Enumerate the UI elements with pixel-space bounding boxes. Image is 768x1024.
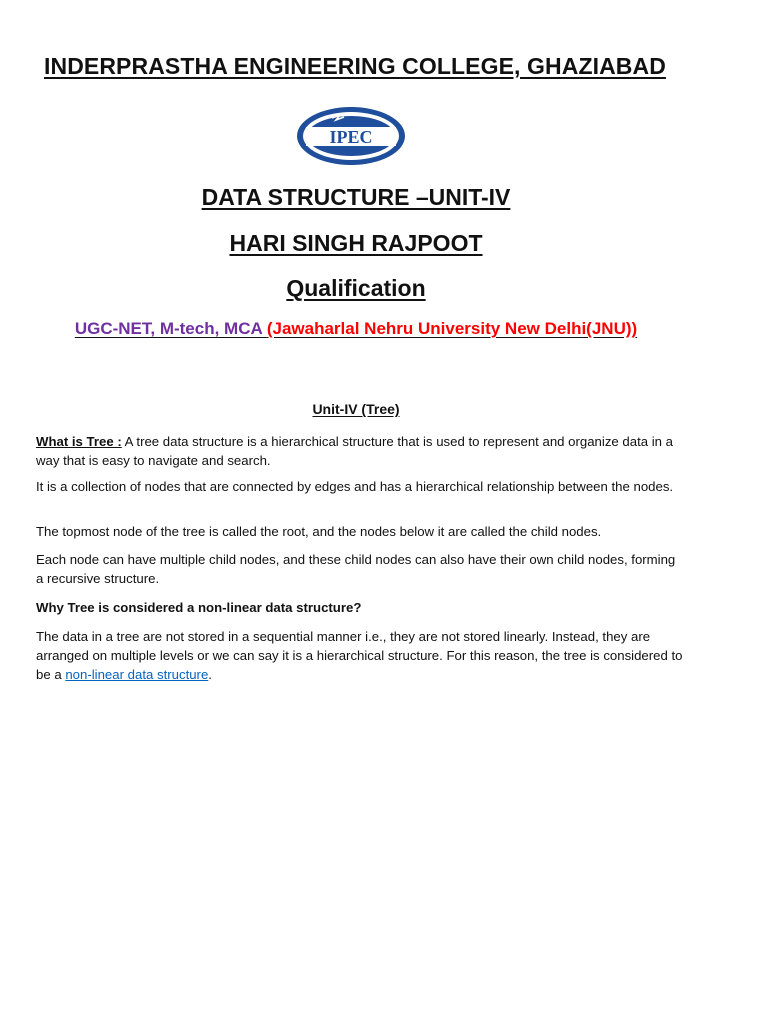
college-logo <box>296 106 406 166</box>
paragraph-non-linear-text: The data in a tree are not stored in a sequential manner i.e., they are not stored linearly. Instead, they are arranged on multiple levels or we can say it is a hierarchical structure. For this reason, the tree is considered to be a <box>36 629 683 682</box>
paragraph-non-linear-end: . <box>208 667 212 682</box>
college-name: INDERPRASTHA ENGINEERING COLLEGE, GHAZIABAD <box>44 53 666 79</box>
non-linear-data-structure-link[interactable]: non-linear data structure <box>65 667 209 682</box>
qualification-heading: Qualification <box>286 275 426 301</box>
qualification-university: (Jawaharlal Nehru University New Delhi(JNU)) <box>266 319 638 338</box>
paragraph-non-linear <box>36 627 686 684</box>
question-heading: Why Tree is considered a non-linear data structure? <box>36 600 362 615</box>
what-is-tree-text: A tree data structure is a hierarchical structure that is used to represent and organize data in a way that is easy to navigate and search. <box>36 434 674 468</box>
subject-title: DATA STRUCTURE –UNIT-IV <box>201 184 511 210</box>
qualification-degrees: UGC-NET, M-tech, MCA <box>74 319 267 338</box>
paragraph-root: The topmost node of the tree is called the root, and the nodes below it are called the child nodes. <box>36 524 602 539</box>
qualification-line <box>0 319 712 339</box>
author-name: HARI SINGH RAJPOOT <box>229 230 483 256</box>
paragraph-child-nodes: Each node can have multiple child nodes, and these child nodes can also have their own child nodes, forming a recursive structure. <box>36 552 676 586</box>
what-is-tree-label: What is Tree : <box>36 434 122 449</box>
unit-title: Unit-IV (Tree) <box>312 401 400 417</box>
logo-text: IPEC <box>329 127 373 147</box>
paragraph-what-is-tree <box>36 432 686 470</box>
paragraph-collection: It is a collection of nodes that are connected by edges and has a hierarchical relationship between the nodes. <box>36 479 674 494</box>
college-logo-icon <box>296 106 406 166</box>
